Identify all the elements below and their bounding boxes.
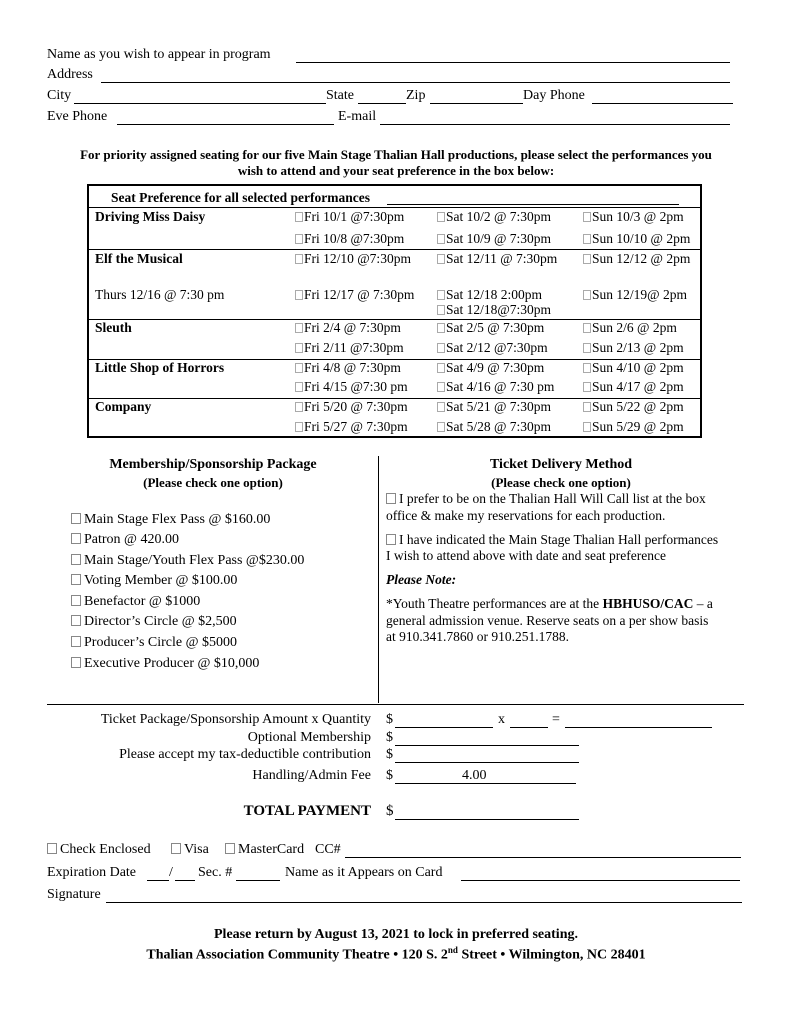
checkbox-icon [437,343,445,353]
footer-line-1: Please return by August 13, 2021 to lock in preferred seating. [214,927,578,942]
table-divider [89,249,700,250]
check-enclosed-option[interactable]: Check Enclosed [47,842,151,858]
exp-slash: / [169,865,173,880]
performance-option[interactable]: Fri 5/27 @ 7:30pm [295,419,408,435]
state-label: State [326,88,354,103]
note-line-1: *Youth Theatre performances are at the HBHUSO/CAC – a [386,596,713,611]
email-field[interactable] [380,124,730,125]
membership-option[interactable]: Patron @ 420.00 [71,532,179,548]
checkbox-icon [295,343,303,353]
membership-option[interactable]: Benefactor @ $1000 [71,594,200,610]
membership-option[interactable]: Main Stage Flex Pass @ $160.00 [71,512,270,528]
seat-preference-field[interactable] [387,204,679,205]
checkbox-icon [437,363,445,373]
show-title: Driving Miss Daisy [95,209,206,224]
checkbox-icon [71,636,81,647]
checkbox-icon [71,657,81,668]
performance-option[interactable]: Fri 10/8 @7:30pm [295,231,404,247]
name-on-card-label: Name as it Appears on Card [285,865,443,880]
membership-subtitle: (Please check one option) [143,475,283,490]
membership-option[interactable]: Main Stage/Youth Flex Pass @$230.00 [71,553,304,569]
checkbox-icon [171,843,181,854]
name-on-card-field[interactable] [461,880,740,881]
performance-option[interactable]: Sat 12/18 2:00pm [437,287,542,303]
contribution-label: Please accept my tax-deductible contribution [119,747,371,762]
checkbox-icon [386,534,396,545]
performance-option[interactable]: Sun 2/13 @ 2pm [583,340,684,356]
ticket-amount-field[interactable] [395,727,493,728]
total-field[interactable] [395,819,579,820]
performance-option[interactable]: Sat 10/9 @ 7:30pm [437,231,551,247]
checkbox-icon [437,382,445,392]
ticket-total-field[interactable] [565,727,712,728]
eve-phone-field[interactable] [117,124,334,125]
dollar-sign: $ [386,730,393,745]
performance-option[interactable]: Sun 5/22 @ 2pm [583,399,684,415]
performance-option[interactable]: Sat 10/2 @ 7:30pm [437,209,551,225]
total-label: TOTAL PAYMENT [243,803,371,819]
performance-option[interactable]: Fri 12/10 @7:30pm [295,251,411,267]
intro-line-2: wish to attend and your seat preference in the box below: [237,163,555,178]
checkbox-icon [295,290,303,300]
checkbox-icon [437,234,445,244]
show-title: Sleuth [95,320,132,335]
email-label: E-mail [338,109,377,124]
performance-option[interactable]: Fri 10/1 @7:30pm [295,209,404,225]
signature-field[interactable] [106,902,742,903]
checkbox-icon [225,843,235,854]
eve-phone-label: Eve Phone [47,109,108,124]
performance-option[interactable]: Fri 2/11 @7:30pm [295,340,404,356]
dollar-sign: $ [386,768,393,783]
checkbox-icon [295,212,303,222]
performance-option[interactable]: Sun 12/12 @ 2pm [583,251,690,267]
checkbox-icon [437,323,445,333]
performance-option[interactable]: Sun 10/10 @ 2pm [583,231,690,247]
section-divider [47,704,744,705]
delivery-option-text: I wish to attend above with date and seat preference [386,548,667,563]
checkbox-icon [437,212,445,222]
contribution-field[interactable] [395,762,579,763]
day-phone-label: Day Phone [523,88,585,103]
checkbox-icon [583,254,591,264]
fee-label: Handling/Admin Fee [252,768,371,783]
checkbox-icon [437,305,445,315]
delivery-subtitle: (Please check one option) [491,475,631,490]
membership-amount-field[interactable] [395,745,579,746]
address-label: Address [47,67,93,82]
times-sign: x [498,712,505,727]
checkbox-icon [583,290,591,300]
show-title: Elf the Musical [95,251,183,266]
dollar-sign: $ [386,803,394,819]
checkbox-icon [437,402,445,412]
checkbox-icon [71,513,81,524]
checkbox-icon [71,533,81,544]
checkbox-icon [583,422,591,432]
checkbox-icon [386,493,396,504]
performance-option[interactable]: Fri 4/15 @7:30 pm [295,379,408,395]
sec-label: Sec. # [198,865,233,880]
cc-number-field[interactable] [345,857,741,858]
zip-field[interactable] [430,103,523,104]
mastercard-option[interactable]: MasterCard [225,842,304,858]
exp-year-field[interactable] [175,880,195,881]
dollar-sign: $ [386,747,393,762]
performance-option[interactable]: Fri 5/20 @ 7:30pm [295,399,408,415]
checkbox-icon [583,363,591,373]
fee-value: 4.00 [462,768,487,783]
performance-option[interactable]: Sat 2/12 @7:30pm [437,340,548,356]
note-label: Please Note: [386,572,457,587]
checkbox-icon [583,402,591,412]
checkbox-icon [437,254,445,264]
seat-preference-table [87,184,702,438]
sec-code-field[interactable] [236,880,280,881]
intro-line-1: For priority assigned seating for our five Main Stage Thalian Hall productions, please select the performances you [80,147,712,162]
checkbox-icon [71,554,81,565]
zip-label: Zip [406,88,426,103]
checkbox-icon [583,382,591,392]
performance-option[interactable]: Sun 4/10 @ 2pm [583,360,684,376]
checkbox-icon [71,574,81,585]
checkbox-icon [583,234,591,244]
delivery-option-text: office & make my reservations for each production. [386,508,666,523]
checkbox-icon [583,323,591,333]
performance-option[interactable]: Sun 2/6 @ 2pm [583,320,677,336]
show-title: Company [95,399,152,414]
quantity-field[interactable] [510,727,548,728]
checkbox-icon [295,254,303,264]
performance-option[interactable]: Sat 5/21 @ 7:30pm [437,399,551,415]
membership-option[interactable]: Executive Producer @ $10,000 [71,656,259,672]
footer-line-2: Thalian Association Community Theatre • 120 S. 2nd Street • Wilmington, NC 28401 [146,945,646,963]
address-field[interactable] [101,82,730,83]
name-label: Name as you wish to appear in program [47,47,271,62]
checkbox-icon [71,615,81,626]
checkbox-icon [295,382,303,392]
performance-option[interactable]: Sat 12/18@7:30pm [437,302,551,318]
performance-option[interactable]: Sun 4/17 @ 2pm [583,379,684,395]
city-field[interactable] [74,103,326,104]
name-field[interactable] [296,62,730,63]
table-divider [89,207,700,208]
equals-sign: = [552,712,560,727]
ticket-amount-label: Ticket Package/Sponsorship Amount x Quantity [100,712,371,727]
performance-option[interactable]: Sun 5/29 @ 2pm [583,419,684,435]
show-title: Little Shop of Horrors [95,360,225,375]
performance-option[interactable]: Sat 12/11 @ 7:30pm [437,251,557,267]
checkbox-icon [47,843,57,854]
performance-option[interactable]: Fri 2/4 @ 7:30pm [295,320,401,336]
signature-label: Signature [47,887,101,902]
checkbox-icon [295,234,303,244]
checkbox-icon [583,212,591,222]
performance-option[interactable]: Sat 4/16 @ 7:30 pm [437,379,554,395]
membership-option[interactable]: Director’s Circle @ $2,500 [71,614,237,630]
note-line-3: at 910.341.7860 or 910.251.1788. [386,629,569,644]
checkbox-icon [583,343,591,353]
membership-option[interactable]: Voting Member @ $100.00 [71,573,237,589]
checkbox-icon [295,402,303,412]
city-label: City [47,88,72,103]
state-field[interactable] [358,103,406,104]
exp-month-field[interactable] [147,880,169,881]
performance-option[interactable]: Sat 5/28 @ 7:30pm [437,419,551,435]
checkbox-icon [295,422,303,432]
expiration-label: Expiration Date [47,865,137,880]
checkbox-icon [295,363,303,373]
cc-label: CC# [315,842,341,857]
seat-preference-header: Seat Preference for all selected performances [111,190,371,205]
performance-option[interactable]: Sun 12/19@ 2pm [583,287,687,303]
visa-option[interactable]: Visa [171,842,209,858]
checkbox-icon [71,595,81,606]
membership-title: Membership/Sponsorship Package [109,457,317,472]
delivery-option-indicated[interactable]: I have indicated the Main Stage Thalian Hall performances [386,532,718,548]
checkbox-icon [437,290,445,300]
membership-amount-label: Optional Membership [247,730,371,745]
note-line-2: general admission venue. Reserve seats on a per show basis [386,613,709,628]
performance-option[interactable]: Fri 4/8 @ 7:30pm [295,360,401,376]
day-phone-field[interactable] [592,103,733,104]
performance-option[interactable]: Sat 4/9 @ 7:30pm [437,360,544,376]
membership-option[interactable]: Producer’s Circle @ $5000 [71,635,237,651]
performance-option[interactable]: Fri 12/17 @ 7:30pm [295,287,414,303]
dollar-sign: $ [386,712,393,727]
delivery-title: Ticket Delivery Method [489,457,633,472]
performance-option[interactable]: Sun 10/3 @ 2pm [583,209,684,225]
column-divider [378,456,379,703]
performance-option[interactable]: Sat 2/5 @ 7:30pm [437,320,544,336]
show-subtitle: Thurs 12/16 @ 7:30 pm [95,287,225,302]
delivery-option-will-call[interactable]: I prefer to be on the Thalian Hall Will Call list at the box [386,491,706,507]
checkbox-icon [437,422,445,432]
checkbox-icon [295,323,303,333]
